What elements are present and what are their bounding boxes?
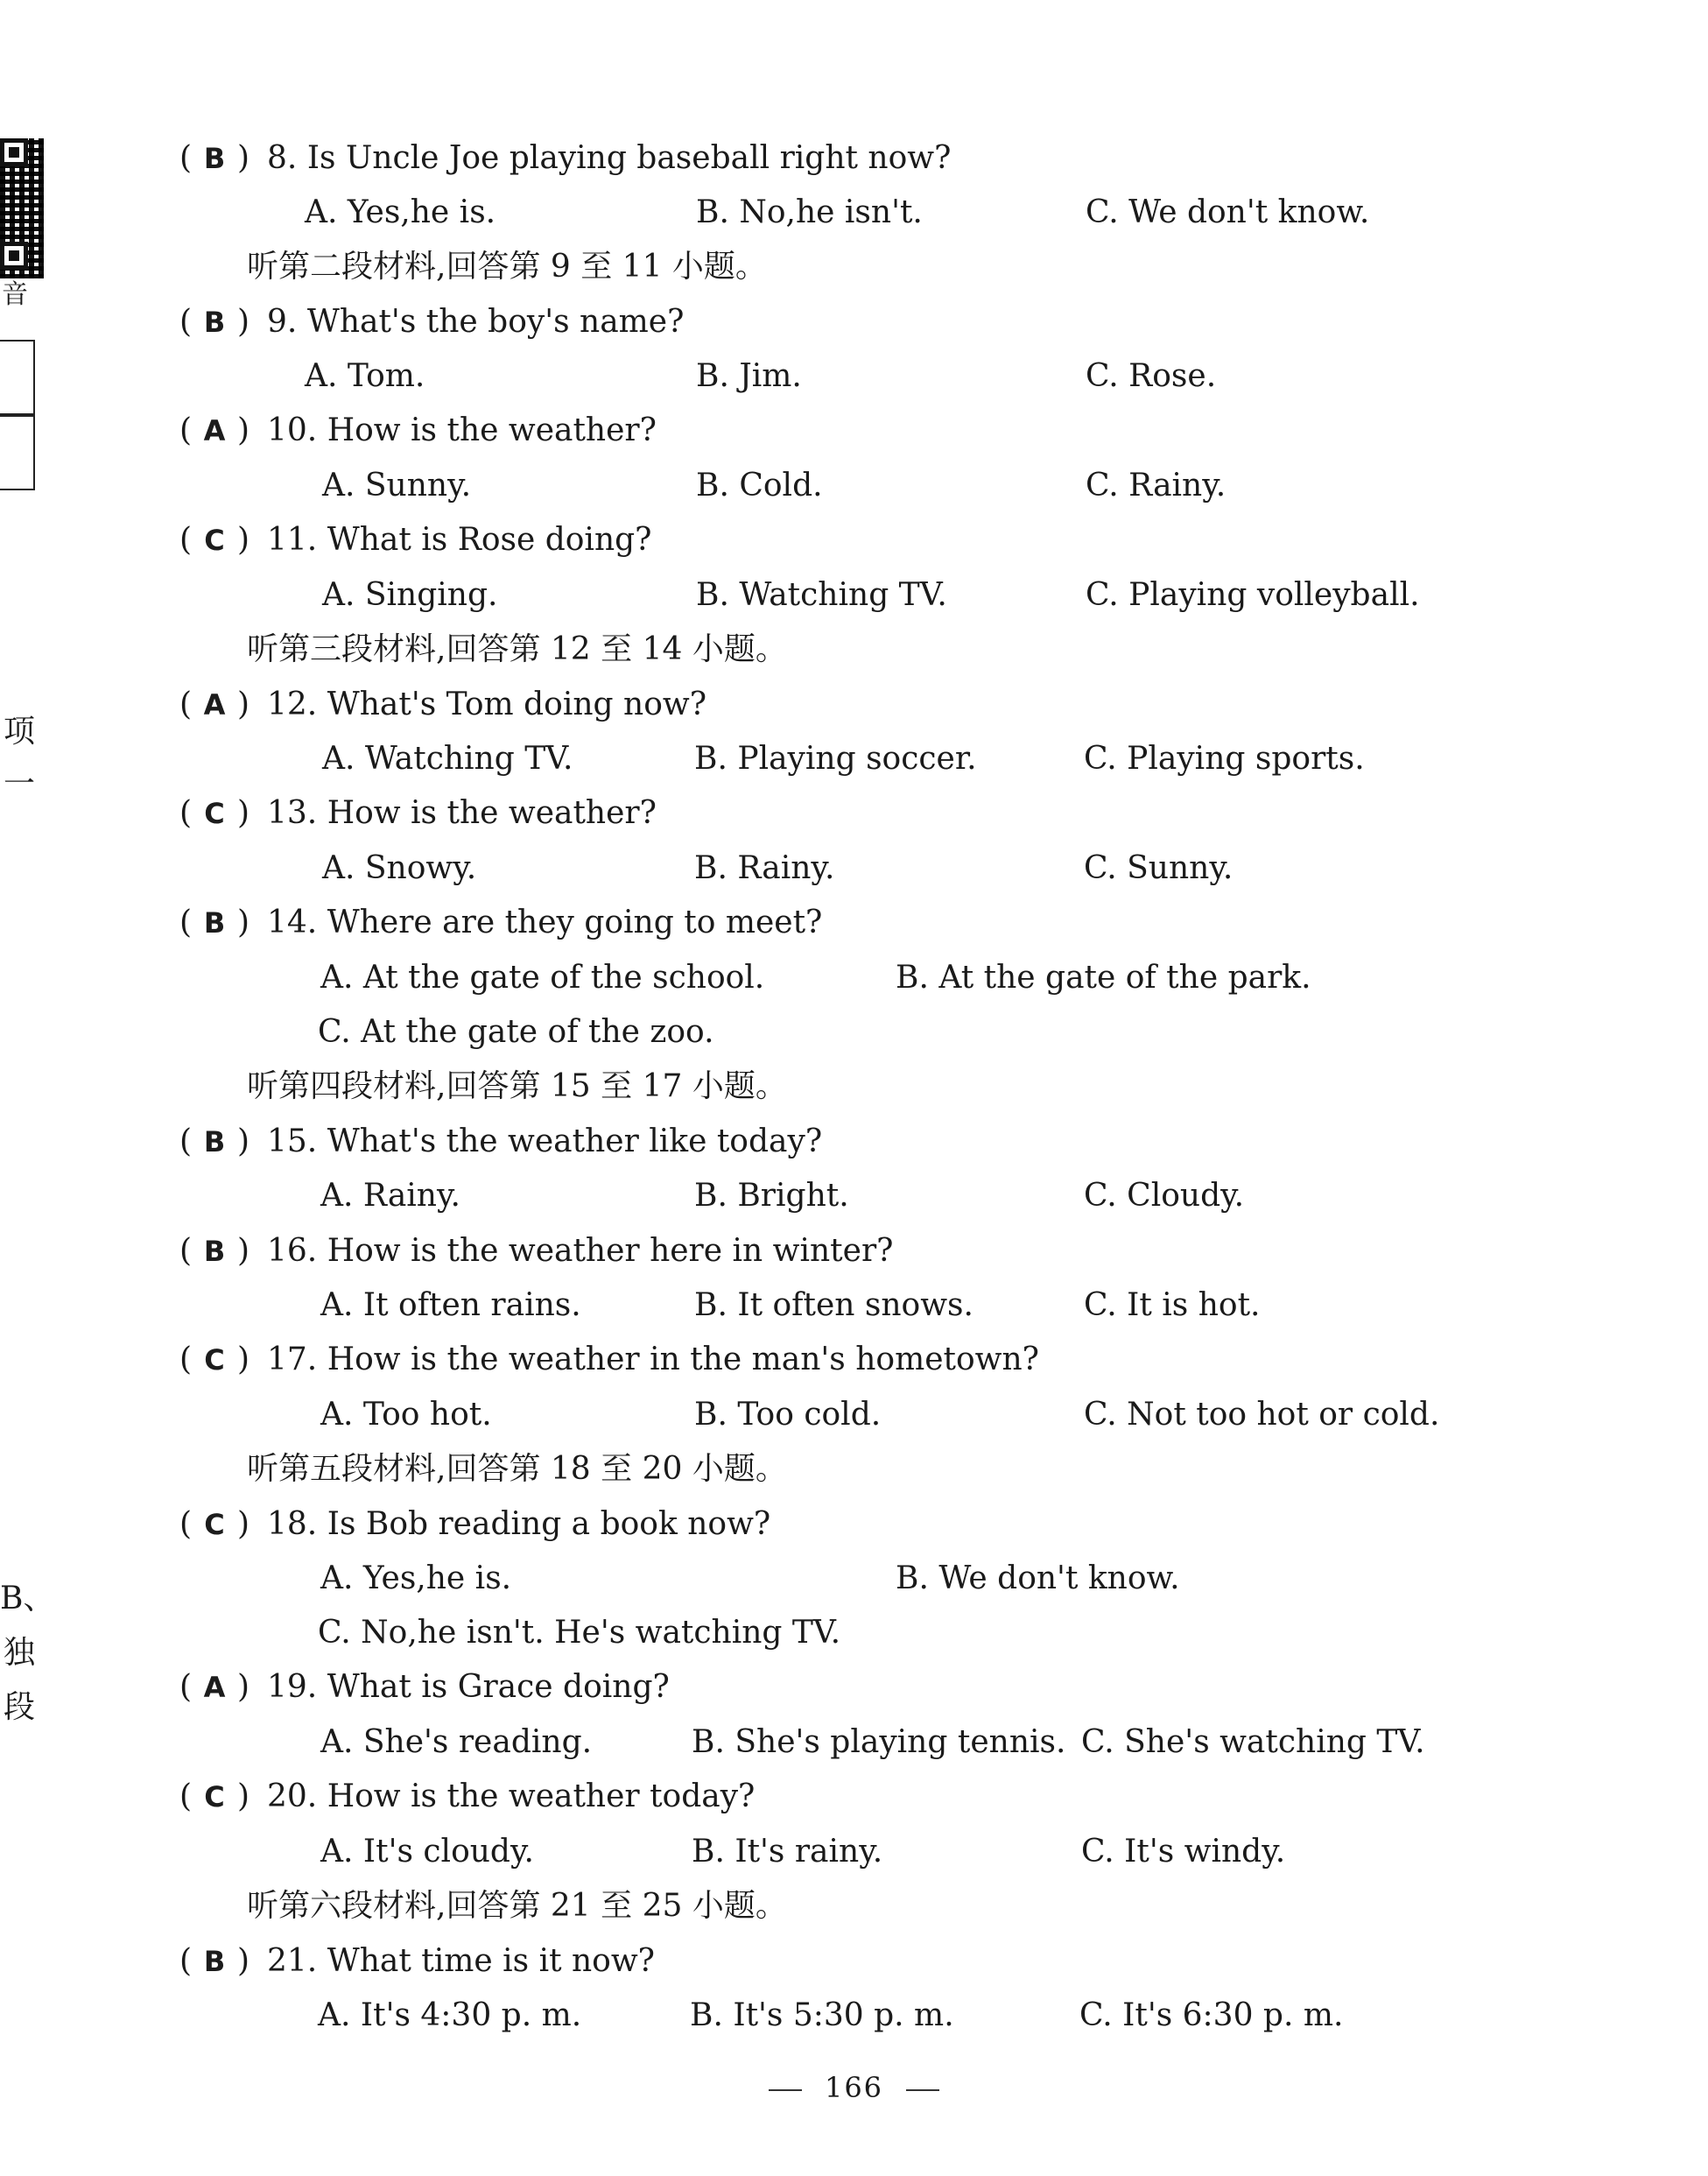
option-b: B. We don't know. xyxy=(896,1560,1180,1596)
question-text: 16. How is the weather here in winter? xyxy=(267,1233,894,1269)
option-b: B. It's 5:30 p. m. xyxy=(690,1997,954,2033)
option-a: A. It's 4:30 p. m. xyxy=(318,1997,582,2033)
answer-letter: B xyxy=(203,1945,226,1978)
option-c: C. Playing volleyball. xyxy=(1086,577,1420,613)
answer-letter: C xyxy=(204,1780,225,1813)
option-a: A. Watching TV. xyxy=(322,741,573,777)
section-heading: 听第三段材料,回答第 12 至 14 小题。 xyxy=(247,631,787,667)
answer-bracket: ( B ) xyxy=(179,901,250,945)
question-text: 8. Is Uncle Joe playing baseball right now? xyxy=(267,140,952,176)
option-a: A. Tom. xyxy=(305,358,425,394)
option-a: A. It's cloudy. xyxy=(320,1834,534,1870)
option-c: C. No,he isn't. He's watching TV. xyxy=(318,1615,841,1651)
answer-letter: B xyxy=(203,306,226,339)
option-b: B. Jim. xyxy=(696,358,802,394)
margin-fragment: 独 xyxy=(4,1635,36,1671)
qr-corner-icon xyxy=(0,138,28,166)
qr-code-icon xyxy=(0,138,44,278)
option-c: C. Cloudy. xyxy=(1084,1178,1245,1214)
option-c: C. At the gate of the zoo. xyxy=(318,1014,714,1050)
answer-bracket: ( B ) xyxy=(179,1120,250,1164)
answer-letter: A xyxy=(203,1671,226,1704)
question-text: 21. What time is it now? xyxy=(267,1943,655,1979)
option-c: C. Rainy. xyxy=(1086,468,1227,504)
option-b: B. Bright. xyxy=(694,1178,849,1214)
question-text: 9. What's the boy's name? xyxy=(267,304,685,340)
option-c: C. Playing sports. xyxy=(1084,741,1365,777)
page-number xyxy=(0,2071,1708,2104)
option-a: A. Sunny. xyxy=(322,468,472,504)
option-b: B. At the gate of the park. xyxy=(896,960,1311,996)
option-b: B. Too cold. xyxy=(694,1397,882,1433)
answer-bracket: ( A ) xyxy=(179,409,250,453)
answer-letter: A xyxy=(203,414,226,447)
option-c: C. We don't know. xyxy=(1086,194,1370,230)
question-text: 20. How is the weather today? xyxy=(267,1778,756,1814)
option-c: C. Rose. xyxy=(1086,358,1217,394)
qr-corner-icon xyxy=(0,242,28,270)
answer-letter: C xyxy=(204,524,225,557)
option-b: B. Playing soccer. xyxy=(694,741,977,777)
question-text: 15. What's the weather like today? xyxy=(267,1123,823,1159)
answer-bracket: ( A ) xyxy=(179,1665,250,1709)
question-text: 12. What's Tom doing now? xyxy=(267,687,707,722)
option-a: A. Too hot. xyxy=(320,1397,492,1433)
margin-box xyxy=(0,340,35,417)
answer-letter: C xyxy=(204,797,225,830)
option-c: C. She's watching TV. xyxy=(1081,1724,1425,1760)
page-number-text: 166 xyxy=(824,2071,884,2104)
answer-bracket: ( A ) xyxy=(179,683,250,727)
section-heading: 听第四段材料,回答第 15 至 17 小题。 xyxy=(247,1068,787,1104)
margin-fragment: B、 xyxy=(0,1581,55,1616)
dash-divider xyxy=(769,2089,802,2091)
answer-letter: C xyxy=(204,1508,225,1541)
section-heading: 听第六段材料,回答第 21 至 25 小题。 xyxy=(247,1888,787,1924)
answer-letter: B xyxy=(203,1235,226,1268)
question-text: 14. Where are they going to meet? xyxy=(267,905,823,940)
margin-fragment: 段 xyxy=(4,1689,36,1725)
answer-bracket: ( B ) xyxy=(179,1229,250,1273)
option-b: B. Rainy. xyxy=(694,850,835,886)
question-text: 10. How is the weather? xyxy=(267,412,657,448)
answer-bracket: ( C ) xyxy=(179,1775,250,1819)
option-a: A. Snowy. xyxy=(322,850,477,886)
answer-letter: B xyxy=(203,906,226,940)
answer-bracket: ( B ) xyxy=(179,300,250,344)
answer-bracket: ( C ) xyxy=(179,1338,250,1382)
margin-fragment: 一 xyxy=(4,766,36,802)
question-text: 13. How is the weather? xyxy=(267,795,657,831)
answer-letter: A xyxy=(203,688,226,722)
answer-bracket: ( B ) xyxy=(179,1940,250,1983)
option-a: A. Singing. xyxy=(322,577,498,613)
option-b: B. It often snows. xyxy=(694,1287,973,1323)
option-c: C. It's 6:30 p. m. xyxy=(1079,1997,1344,2033)
option-a: A. At the gate of the school. xyxy=(320,960,765,996)
question-text: 17. How is the weather in the man's hometown? xyxy=(267,1342,1039,1377)
option-a: A. Rainy. xyxy=(320,1178,460,1214)
option-b: B. Watching TV. xyxy=(696,577,947,613)
option-b: B. It's rainy. xyxy=(692,1834,883,1870)
option-c: C. It's windy. xyxy=(1081,1834,1286,1870)
answer-bracket: ( C ) xyxy=(179,792,250,835)
section-heading: 听第五段材料,回答第 18 至 20 小题。 xyxy=(247,1451,787,1487)
option-b: B. No,he isn't. xyxy=(696,194,923,230)
answer-letter: C xyxy=(204,1343,225,1377)
option-a: A. It often rains. xyxy=(320,1287,581,1323)
section-heading: 听第二段材料,回答第 9 至 11 小题。 xyxy=(247,249,767,285)
question-text: 11. What is Rose doing? xyxy=(267,522,652,558)
answer-letter: B xyxy=(203,142,226,175)
answer-bracket: ( C ) xyxy=(179,518,250,562)
dash-divider xyxy=(906,2089,939,2091)
option-a: A. She's reading. xyxy=(320,1724,593,1760)
question-text: 19. What is Grace doing? xyxy=(267,1669,670,1705)
option-b: B. She's playing tennis. xyxy=(692,1724,1066,1760)
option-c: C. It is hot. xyxy=(1084,1287,1261,1323)
margin-fragment: 项 xyxy=(4,714,36,750)
option-a: A. Yes,he is. xyxy=(305,194,496,230)
margin-box xyxy=(0,413,35,490)
answer-bracket: ( C ) xyxy=(179,1503,250,1546)
option-a: A. Yes,he is. xyxy=(320,1560,512,1596)
answer-letter: B xyxy=(203,1125,226,1158)
answer-bracket: ( B ) xyxy=(179,137,250,180)
question-text: 18. Is Bob reading a book now? xyxy=(267,1506,771,1542)
option-c: C. Not too hot or cold. xyxy=(1084,1397,1440,1433)
option-b: B. Cold. xyxy=(696,468,823,504)
option-c: C. Sunny. xyxy=(1084,850,1234,886)
margin-fragment: 音 xyxy=(2,279,28,310)
